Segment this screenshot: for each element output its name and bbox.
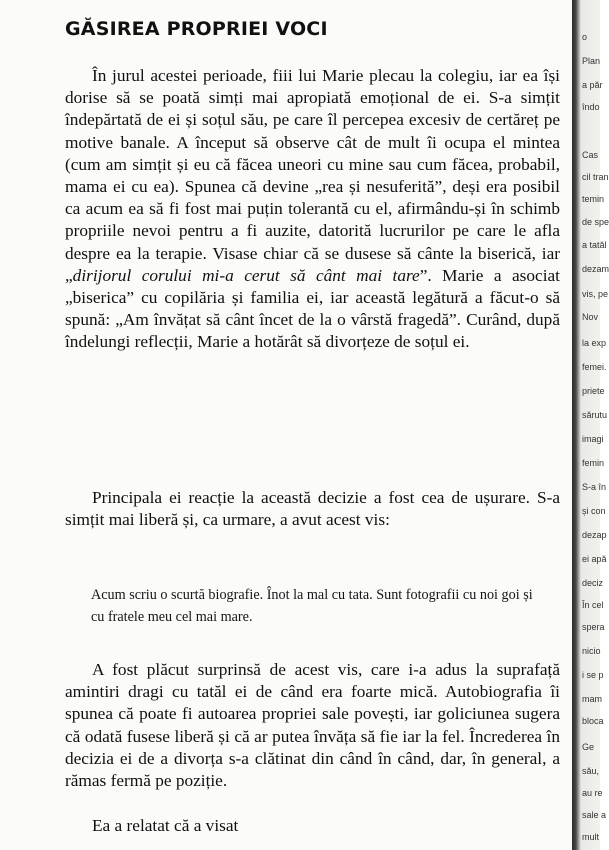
adjacent-fragment: a păr [582, 80, 603, 90]
dream-quote: Acum scriu o scurtă biografie. Înot la mal cu tata. Sunt fotografii cu noi goi și cu fratele meu cel mai mare. [91, 587, 533, 625]
adjacent-fragment: imagi [582, 434, 604, 444]
chapter-title: GĂSIREA PROPRIEI VOCI [65, 18, 328, 40]
adjacent-fragment: sale a [582, 810, 607, 820]
adjacent-fragment: său, [582, 766, 600, 776]
adjacent-fragment: Nov [582, 312, 599, 322]
adjacent-fragment: deciz [582, 578, 604, 588]
adjacent-fragment: sărutu [582, 410, 608, 420]
adjacent-fragment: Plan [582, 56, 601, 66]
adjacent-fragment: bloca [582, 716, 604, 726]
paragraph-1-text-b: ”. Marie a asociat „biserica” cu copilăria și familia ei, iar această legătură a făcut-o să spună: „Am învățat să cânt încet de la o vârstă fragedă”. Curând, după îndelungi reflecții, Marie a hotărât să divorțeze de soțul ei. [65, 265, 560, 352]
paragraph-1 [65, 65, 560, 354]
adjacent-fragment: spera [582, 622, 605, 632]
adjacent-fragment: În cel [582, 600, 604, 610]
adjacent-fragment: Ge [582, 742, 595, 752]
adjacent-fragment: femin [582, 458, 605, 468]
adjacent-fragment: cil tran [582, 172, 609, 182]
paragraph-2: Principala ei reacție la această decizie a fost cea de ușurare. S-a simțit mai liberă și, ca urmare, a avut acest vis: [65, 488, 560, 530]
adjacent-page-edge [572, 0, 609, 850]
paragraph-4: Ea a relatat că a visat [92, 816, 239, 835]
adjacent-fragment: de spe [582, 217, 609, 227]
adjacent-fragment: i se p [582, 670, 604, 680]
adjacent-fragment: la exp [582, 338, 607, 348]
adjacent-fragment: a tatăl [582, 240, 607, 250]
adjacent-fragment: mam [582, 694, 602, 704]
adjacent-fragment: ei apă [582, 554, 607, 564]
adjacent-fragment: o [582, 32, 588, 42]
adjacent-fragment: au re [582, 788, 603, 798]
adjacent-fragment: și con [582, 506, 606, 516]
adjacent-fragment: dezap [582, 530, 607, 540]
adjacent-fragment: vis, pe [582, 289, 609, 299]
adjacent-fragment: mult [582, 832, 600, 842]
paragraph-1-text-a: În jurul acestei perioade, fiii lui Marie plecau la colegiu, iar ea își dorise să se poată simți mai apropiată emoțional de ei. S-a simțit îndepărtată de ei și soțul său, pe care îl percepea excesiv de certăreț pe motive banale. A început să observe cât de mult îi ocupa el mintea (cum am simțit și eu că făcea uneori cu mine sau cum făcea, probabil, mama ei cu ea). Spunea că devine „rea și nesuferită”, deși era posibil ca acum ea să fi fost mai puțin tolerantă cu el, afirmându-și în schimb propriile nevoi pentru a fi auzite, datorită lucrurilor pe care le afla despre ea la terapie. Visase chiar că se dusese să cânte la biserică, iar „ [65, 66, 560, 285]
adjacent-fragment: dezam [582, 264, 609, 274]
adjacent-fragment: nicio [582, 646, 601, 656]
paragraph-1-italic-quote: dirijorul corului mi-a cerut să cânt mai tare [72, 265, 420, 285]
paragraph-3: A fost plăcut surprinsă de acest vis, care i-a adus la suprafață amintiri dragi cu tatăl ei de când era foarte mică. Autobiografia îi spunea că poate fi autoarea propriei sale povești, iar goliciunea sugera că odată fusese liberă și că ar putea învăța să fie iar la fel. Încrederea în decizia ei de a divorța s-a clătinat din când în când, dar, în general, a rămas fermă pe poziție. [65, 660, 560, 791]
adjacent-fragment: îndo [582, 102, 600, 112]
adjacent-fragment: Cas [582, 150, 599, 160]
adjacent-fragment: femei. [582, 362, 607, 372]
adjacent-fragment: priete [582, 386, 605, 396]
adjacent-fragment: temin [582, 194, 605, 204]
adjacent-fragment: S-a în [582, 482, 607, 492]
